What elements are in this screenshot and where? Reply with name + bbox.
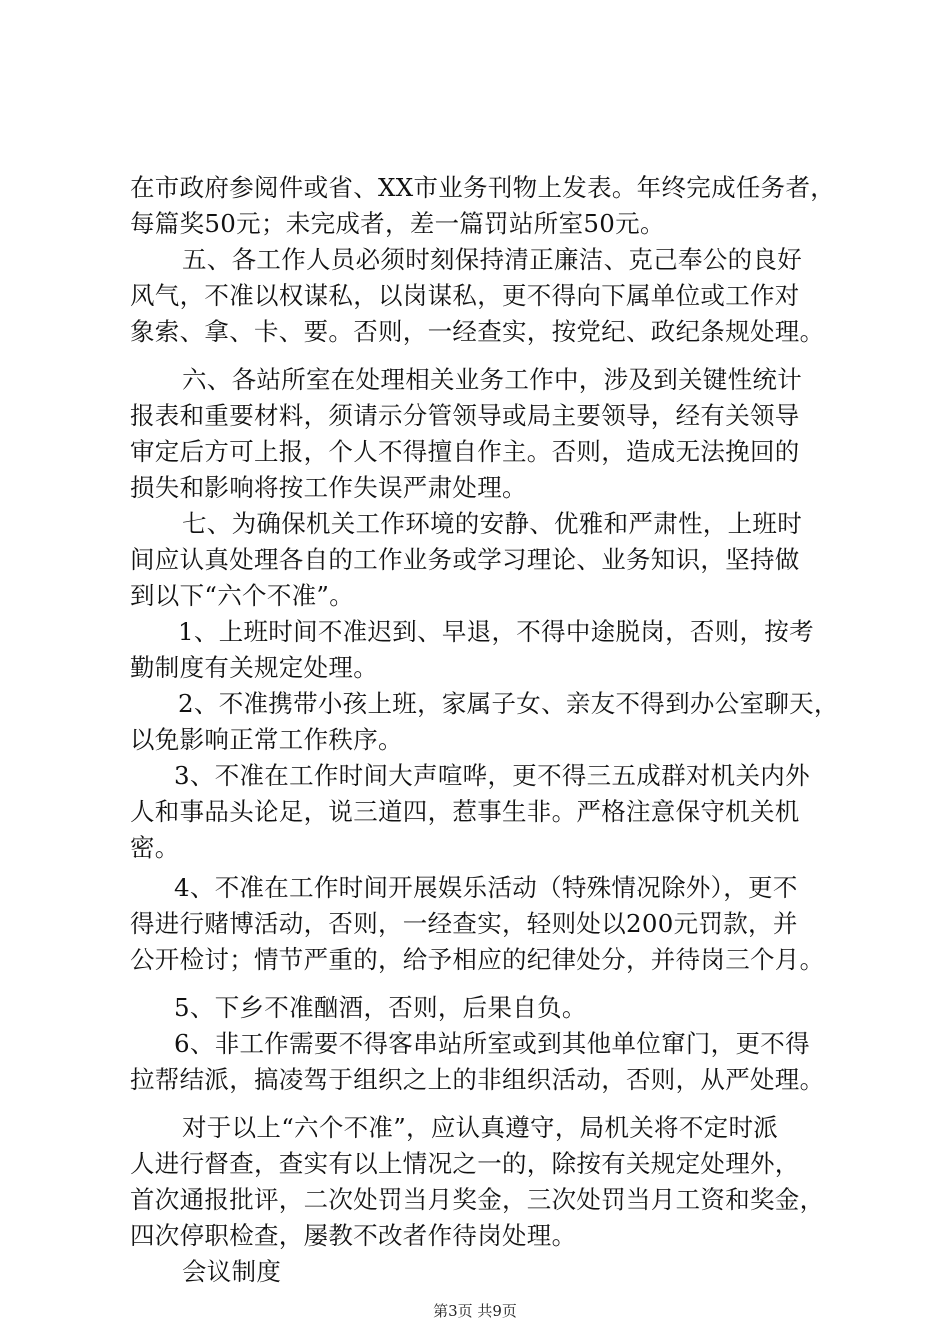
text-line: 在市政府参阅件或省、XX市业务刊物上发表。年终完成任务者， xyxy=(130,173,836,202)
text-line: 六、各站所室在处理相关业务工作中，涉及到关键性统计 xyxy=(182,365,802,394)
section-heading: 会议制度 xyxy=(182,1257,282,1286)
text-line: 审定后方可上报，个人不得擅自作主。否则，造成无法挽回的 xyxy=(130,437,800,466)
text-line: 报表和重要材料，须请示分管领导或局主要领导，经有关领导 xyxy=(130,401,800,430)
text-line: 首次通报批评，二次处罚当月奖金，三次处罚当月工资和奖金， xyxy=(130,1185,825,1214)
text-line: 到以下“六个不准”。 xyxy=(130,581,355,610)
text-line: 间应认真处理各自的工作业务或学习理论、业务知识，坚持做 xyxy=(130,545,800,574)
text-line: 风气，不准以权谋私，以岗谋私，更不得向下属单位或工作对 xyxy=(130,281,800,310)
text-line: 拉帮结派，搞凌驾于组织之上的非组织活动，否则，从严处理。 xyxy=(130,1065,825,1094)
text-line: 七、为确保机关工作环境的安静、优雅和严肃性，上班时 xyxy=(182,509,802,538)
text-line: 5、下乡不准酗酒，否则，后果自负。 xyxy=(174,993,587,1022)
text-line: 4、不准在工作时间开展娱乐活动（特殊情况除外），更不 xyxy=(174,873,798,902)
text-line: 6、非工作需要不得客串站所室或到其他单位窜门，更不得 xyxy=(174,1029,810,1058)
text-line: 密。 xyxy=(130,833,180,862)
text-line: 人和事品头论足，说三道四，惹事生非。严格注意保守机关机 xyxy=(130,797,800,826)
text-line: 1、上班时间不准迟到、早退，不得中途脱岗，否则，按考 xyxy=(178,617,814,646)
text-line: 对于以上“六个不准”，应认真遵守，局机关将不定时派 xyxy=(182,1113,779,1142)
page-number: 第3页 共9页 xyxy=(433,1302,517,1320)
text-line: 3、不准在工作时间大声喧哗，更不得三五成群对机关内外 xyxy=(174,761,810,790)
text-line: 四次停职检查，屡教不改者作待岗处理。 xyxy=(130,1221,577,1250)
text-line: 得进行赌博活动，否则，一经查实，轻则处以200元罚款，并 xyxy=(130,909,798,938)
text-line: 以免影响正常工作秩序。 xyxy=(130,725,403,754)
text-line: 2、不准携带小孩上班，家属子女、亲友不得到办公室聊天， xyxy=(178,689,839,718)
text-line: 象索、拿、卡、要。否则，一经查实，按党纪、政纪条规处理。 xyxy=(130,317,825,346)
text-line: 公开检讨；情节严重的，给予相应的纪律处分，并待岗三个月。 xyxy=(130,945,825,974)
text-line: 勤制度有关规定处理。 xyxy=(130,653,378,682)
text-line: 五、各工作人员必须时刻保持清正廉洁、克己奉公的良好 xyxy=(182,245,802,274)
text-line: 每篇奖50元；未完成者，差一篇罚站所室50元。 xyxy=(130,209,665,238)
text-line: 损失和影响将按工作失误严肃处理。 xyxy=(130,473,527,502)
text-line: 人进行督查，查实有以上情况之一的，除按有关规定处理外， xyxy=(130,1149,800,1178)
